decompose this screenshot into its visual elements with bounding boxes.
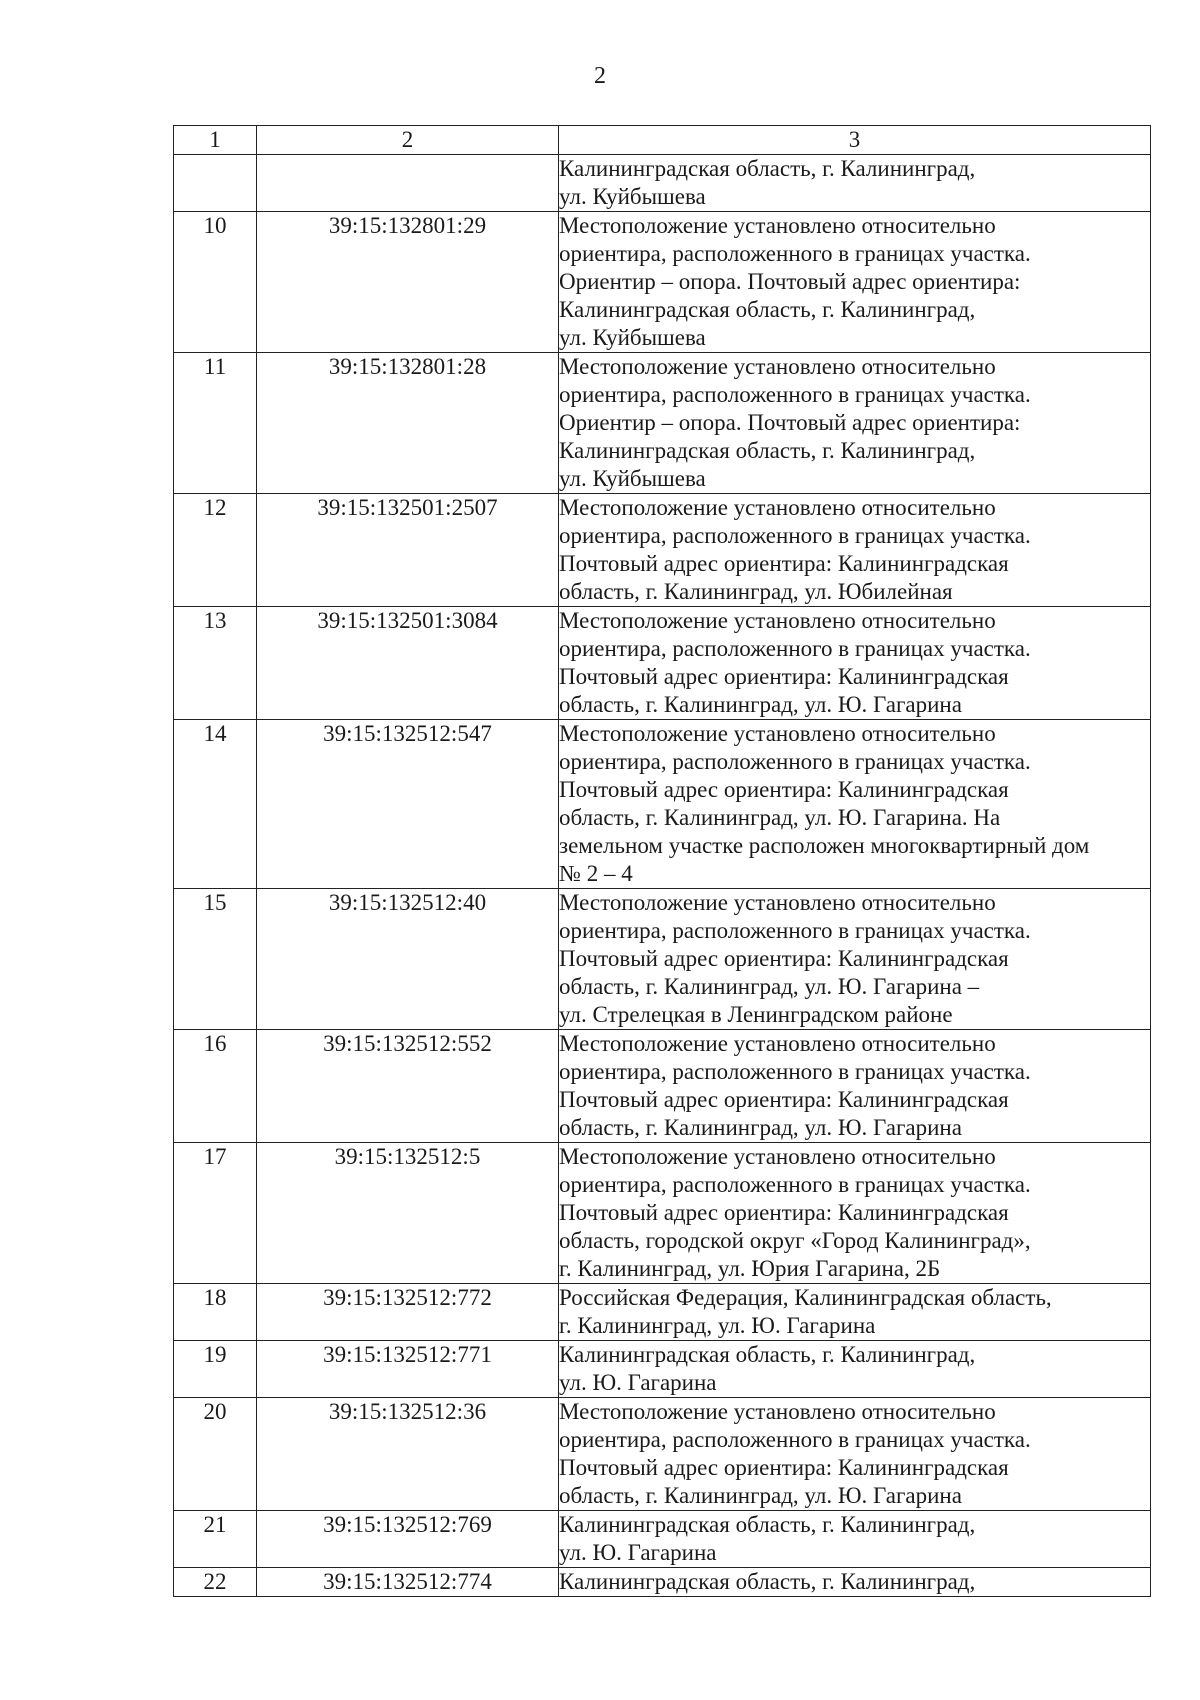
- table-body: [174, 155, 1151, 1597]
- location-text-line: Калининградская область, г. Калининград,: [559, 297, 976, 322]
- row-number-cell: 21: [174, 1511, 257, 1568]
- location-text-line: г. Калининград, ул. Юрия Гагарина, 2Б: [559, 1256, 941, 1281]
- location-text-line: Почтовый адрес ориентира: Калининградская: [559, 664, 1009, 689]
- cadastral-number-cell: 39:15:132501:2507: [257, 494, 559, 607]
- row-number-cell: 18: [174, 1284, 257, 1341]
- row-number-cell: 19: [174, 1341, 257, 1398]
- row-number-cell: 11: [174, 353, 257, 494]
- location-text-line: Почтовый адрес ориентира: Калининградская: [559, 777, 1009, 802]
- table-row: [174, 1398, 1151, 1511]
- location-cell: [559, 353, 1151, 494]
- location-text-line: ориентира, расположенного в границах участка.: [559, 749, 1031, 774]
- table-row: [174, 1511, 1151, 1568]
- location-text-line: Ориентир – опора. Почтовый адрес ориентира:: [559, 410, 1021, 435]
- row-number-cell: 14: [174, 720, 257, 889]
- location-text-line: ориентира, расположенного в границах участка.: [559, 1427, 1031, 1452]
- table-row: [174, 607, 1151, 720]
- header-row: [174, 126, 1151, 155]
- location-text-line: Местоположение установлено относительно: [559, 608, 996, 633]
- row-number-cell: 20: [174, 1398, 257, 1511]
- location-cell: [559, 155, 1151, 212]
- location-cell: [559, 1030, 1151, 1143]
- cadastral-number-cell: 39:15:132512:769: [257, 1511, 559, 1568]
- location-cell: [559, 607, 1151, 720]
- table-row: [174, 155, 1151, 212]
- column-header-1: 1: [174, 126, 257, 155]
- location-cell: [559, 1143, 1151, 1284]
- cadastral-number-cell: 39:15:132501:3084: [257, 607, 559, 720]
- location-text-line: Почтовый адрес ориентира: Калининградская: [559, 551, 1009, 576]
- location-cell: [559, 889, 1151, 1030]
- row-number-cell: 10: [174, 212, 257, 353]
- location-text-line: Калининградская область, г. Калининград,: [559, 1512, 976, 1537]
- table-row: [174, 494, 1151, 607]
- location-text-line: Почтовый адрес ориентира: Калининградская: [559, 1455, 1009, 1480]
- location-text-line: Калининградская область, г. Калининград,: [559, 156, 976, 181]
- location-cell: [559, 212, 1151, 353]
- row-number-cell: [174, 155, 257, 212]
- location-text-line: область, г. Калининград, ул. Ю. Гагарина. На: [559, 805, 1001, 830]
- location-text-line: Калининградская область, г. Калининград,: [559, 438, 976, 463]
- column-header-3: 3: [559, 126, 1151, 155]
- location-text-line: Местоположение установлено относительно: [559, 1399, 996, 1424]
- location-text-line: область, г. Калининград, ул. Ю. Гагарина: [559, 1115, 962, 1140]
- location-text-line: Почтовый адрес ориентира: Калининградская: [559, 1087, 1009, 1112]
- table-row: [174, 1568, 1151, 1597]
- cadastral-number-cell: 39:15:132512:5: [257, 1143, 559, 1284]
- location-text-line: Калининградская область, г. Калининград,: [559, 1569, 976, 1594]
- location-text-line: Почтовый адрес ориентира: Калининградская: [559, 946, 1009, 971]
- location-text-line: ориентира, расположенного в границах участка.: [559, 636, 1031, 661]
- location-text-line: Местоположение установлено относительно: [559, 1031, 996, 1056]
- table-row: [174, 1284, 1151, 1341]
- cadastral-number-cell: 39:15:132512:547: [257, 720, 559, 889]
- location-text-line: область, г. Калининград, ул. Ю. Гагарина –: [559, 974, 980, 999]
- location-text-line: область, г. Калининград, ул. Юбилейная: [559, 579, 953, 604]
- location-text-line: № 2 – 4: [559, 861, 633, 886]
- location-cell: [559, 494, 1151, 607]
- location-text-line: Калининградская область, г. Калининград,: [559, 1342, 976, 1367]
- location-cell: [559, 1341, 1151, 1398]
- location-cell: [559, 720, 1151, 889]
- table-row: [174, 212, 1151, 353]
- location-text-line: ул. Стрелецкая в Ленинградском районе: [559, 1002, 953, 1027]
- location-text-line: ориентира, расположенного в границах участка.: [559, 1172, 1031, 1197]
- table-row: [174, 889, 1151, 1030]
- location-text-line: ул. Куйбышева: [559, 325, 706, 350]
- page-number: 2: [594, 63, 606, 89]
- location-cell: [559, 1398, 1151, 1511]
- location-text-line: ориентира, расположенного в границах участка.: [559, 918, 1031, 943]
- land-plots-table: [173, 125, 1151, 1597]
- cadastral-number-cell: 39:15:132512:40: [257, 889, 559, 1030]
- location-text-line: г. Калининград, ул. Ю. Гагарина: [559, 1313, 876, 1338]
- cadastral-number-cell: [257, 155, 559, 212]
- row-number-cell: 22: [174, 1568, 257, 1597]
- location-cell: [559, 1511, 1151, 1568]
- cadastral-number-cell: 39:15:132512:36: [257, 1398, 559, 1511]
- location-text-line: земельном участке расположен многоквартирный дом: [559, 833, 1090, 858]
- location-text-line: Ориентир – опора. Почтовый адрес ориентира:: [559, 269, 1021, 294]
- table-row: [174, 353, 1151, 494]
- location-text-line: ориентира, расположенного в границах участка.: [559, 523, 1031, 548]
- cadastral-number-cell: 39:15:132801:29: [257, 212, 559, 353]
- row-number-cell: 13: [174, 607, 257, 720]
- location-text-line: Почтовый адрес ориентира: Калининградская: [559, 1200, 1009, 1225]
- row-number-cell: 12: [174, 494, 257, 607]
- location-text-line: ориентира, расположенного в границах участка.: [559, 241, 1031, 266]
- location-text-line: область, г. Калининград, ул. Ю. Гагарина: [559, 692, 962, 717]
- location-text-line: Местоположение установлено относительно: [559, 495, 996, 520]
- location-text-line: Местоположение установлено относительно: [559, 1144, 996, 1169]
- table-row: [174, 1030, 1151, 1143]
- cadastral-number-cell: 39:15:132801:28: [257, 353, 559, 494]
- location-text-line: Местоположение установлено относительно: [559, 213, 996, 238]
- location-text-line: Местоположение установлено относительно: [559, 354, 996, 379]
- location-text-line: область, г. Калининград, ул. Ю. Гагарина: [559, 1483, 962, 1508]
- cadastral-number-cell: 39:15:132512:774: [257, 1568, 559, 1597]
- location-text-line: область, городской округ «Город Калининград»,: [559, 1228, 1031, 1253]
- location-text-line: ул. Ю. Гагарина: [559, 1370, 717, 1395]
- location-cell: [559, 1568, 1151, 1597]
- location-text-line: Российская Федерация, Калининградская область,: [559, 1285, 1052, 1310]
- cadastral-number-cell: 39:15:132512:552: [257, 1030, 559, 1143]
- cadastral-number-cell: 39:15:132512:772: [257, 1284, 559, 1341]
- location-text-line: ориентира, расположенного в границах участка.: [559, 382, 1031, 407]
- table-row: [174, 720, 1151, 889]
- table-row: [174, 1341, 1151, 1398]
- row-number-cell: 16: [174, 1030, 257, 1143]
- column-header-2: 2: [257, 126, 559, 155]
- location-cell: [559, 1284, 1151, 1341]
- location-text-line: ул. Ю. Гагарина: [559, 1540, 717, 1565]
- cadastral-number-cell: 39:15:132512:771: [257, 1341, 559, 1398]
- location-text-line: Местоположение установлено относительно: [559, 890, 996, 915]
- location-text-line: ул. Куйбышева: [559, 466, 706, 491]
- location-text-line: ул. Куйбышева: [559, 184, 706, 209]
- table-row: [174, 1143, 1151, 1284]
- location-text-line: Местоположение установлено относительно: [559, 721, 996, 746]
- row-number-cell: 15: [174, 889, 257, 1030]
- location-text-line: ориентира, расположенного в границах участка.: [559, 1059, 1031, 1084]
- row-number-cell: 17: [174, 1143, 257, 1284]
- table-header: [174, 126, 1151, 155]
